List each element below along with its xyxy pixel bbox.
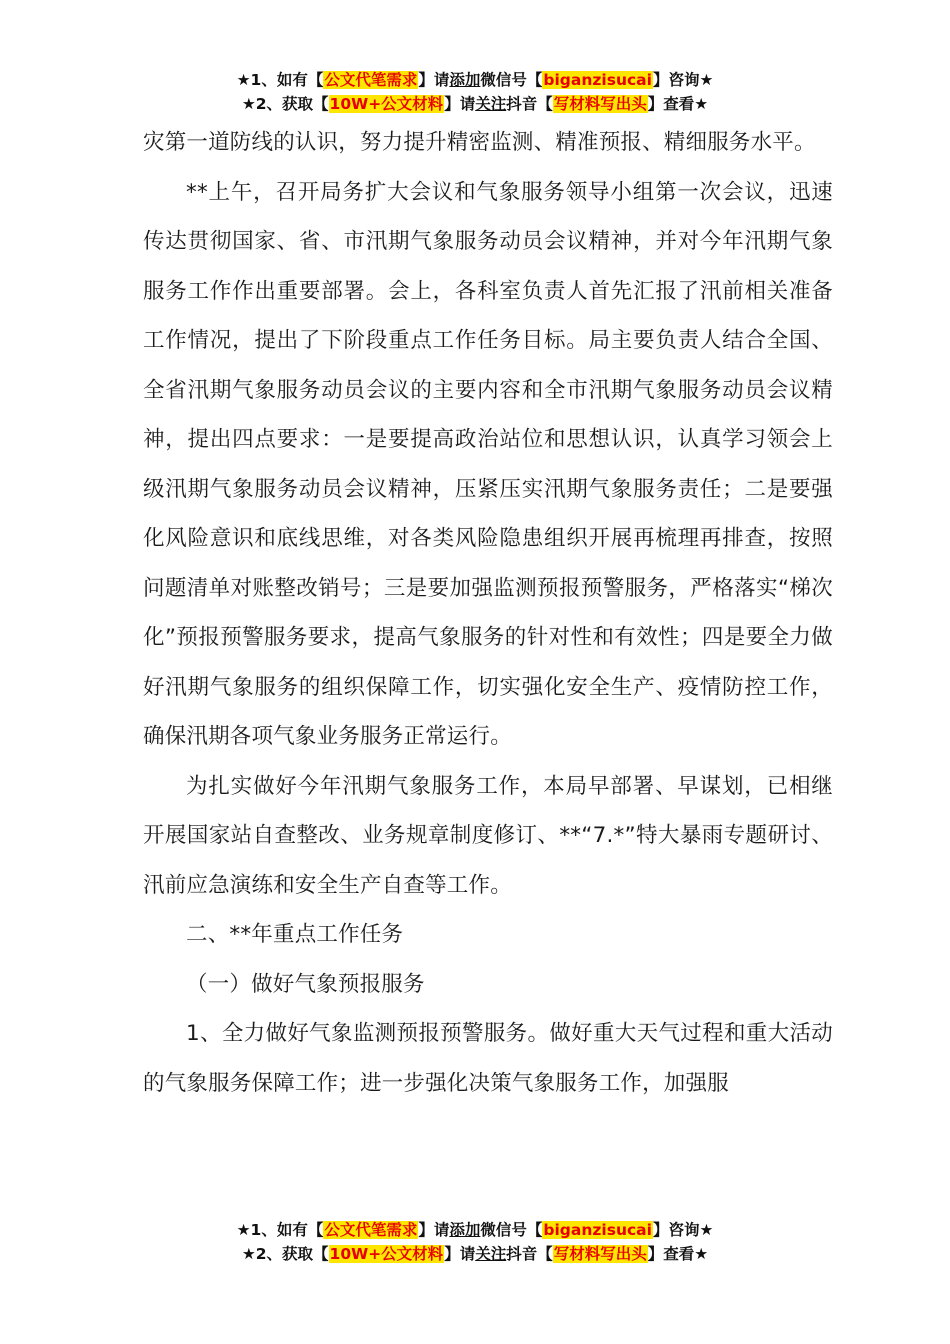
banner-highlight: 公文代笔需求 — [324, 1221, 418, 1239]
banner-text: ★1、如有【 — [236, 1221, 324, 1239]
banner-text: 】查看★ — [647, 1245, 709, 1263]
banner-highlight: 写材料写出头 — [553, 1245, 647, 1263]
banner-line-2 — [0, 1242, 950, 1266]
banner-line-2 — [0, 92, 950, 116]
section-heading: 二、**年重点工作任务 — [186, 922, 404, 947]
banner-highlight: 公文代笔需求 — [324, 71, 418, 89]
banner-text: ★2、获取【 — [241, 1245, 329, 1263]
banner-highlight: biganzisucai — [543, 1221, 652, 1239]
footer-banner — [0, 1218, 950, 1266]
banner-text: 微信号【 — [480, 1221, 543, 1239]
paragraph-continuation: 灾第一道防线的认识，努力提升精密监测、精准预报、精细服务水平。 — [143, 130, 816, 155]
banner-highlight: biganzisucai — [543, 71, 652, 89]
paragraph-preparation: 为扎实做好今年汛期气象服务工作，本局早部署、早谋划，已相继开展国家站自查整改、业务规章制度修订、**“7.*”特大暴雨专题研讨、汛前应急演练和安全生产自查等工作。 — [143, 773, 833, 898]
paragraph-meeting: **上午，召开局务扩大会议和气象服务领导小组第一次会议，迅速传达贯彻国家、省、市汛期气象服务动员会议精神，并对今年汛期气象服务工作作出重要部署。会上，各科室负责人首先汇报了汛前相关准备工作情况，提出了下阶段重点工作任务目标。局主要负责人结合全国、全省汛期气象服务动员会议的主要内容和全市汛期气象服务动员会议精神，提出四点要求：一是要提高政治站位和思想认识，认真学习领会上级汛期气象服务动员会议精神，压紧压实汛期气象服务责任；二是要强化风险意识和底线思维，对各类风险隐患组织开展再梳理再排查，按照问题清单对账整改销号；三是要加强监测预报预警服务，严格落实“梯次化”预报预警服务要求，提高气象服务的针对性和有效性；四是要全力做好汛期气象服务的组织保障工作，切实强化安全生产、疫情防控工作，确保汛期各项气象业务服务正常运行。 — [143, 179, 833, 749]
subsection-heading: （一）做好气象预报服务 — [186, 971, 425, 997]
banner-line-1 — [0, 68, 950, 92]
banner-text: 微信号【 — [480, 71, 543, 89]
banner-text: 】咨询★ — [652, 1221, 714, 1239]
banner-text: 】查看★ — [647, 95, 709, 113]
banner-text: 】请 — [418, 71, 450, 89]
header-banner — [0, 68, 950, 116]
banner-text: 】请 — [418, 1221, 450, 1239]
banner-text: ★1、如有【 — [236, 71, 324, 89]
banner-text: 】请 — [444, 95, 476, 113]
banner-highlight: 10W+公文材料 — [329, 1245, 444, 1263]
banner-highlight: 写材料写出头 — [553, 95, 647, 113]
banner-highlight: 10W+公文材料 — [329, 95, 444, 113]
banner-text: 抖音【 — [506, 1245, 553, 1263]
banner-underline: 关注 — [475, 1245, 507, 1263]
banner-text: 】咨询★ — [652, 71, 714, 89]
banner-text: 】请 — [444, 1245, 476, 1263]
paragraph-item-1: 1、全力做好气象监测预报预警服务。做好重大天气过程和重大活动的气象服务保障工作；进一步强化决策气象服务工作，加强服 — [143, 1021, 833, 1096]
banner-underline: 添加 — [449, 71, 481, 89]
banner-text: ★2、获取【 — [241, 95, 329, 113]
document-body — [143, 118, 833, 1108]
banner-line-1 — [0, 1218, 950, 1242]
banner-underline: 关注 — [475, 95, 507, 113]
banner-underline: 添加 — [449, 1221, 481, 1239]
banner-text: 抖音【 — [506, 95, 553, 113]
